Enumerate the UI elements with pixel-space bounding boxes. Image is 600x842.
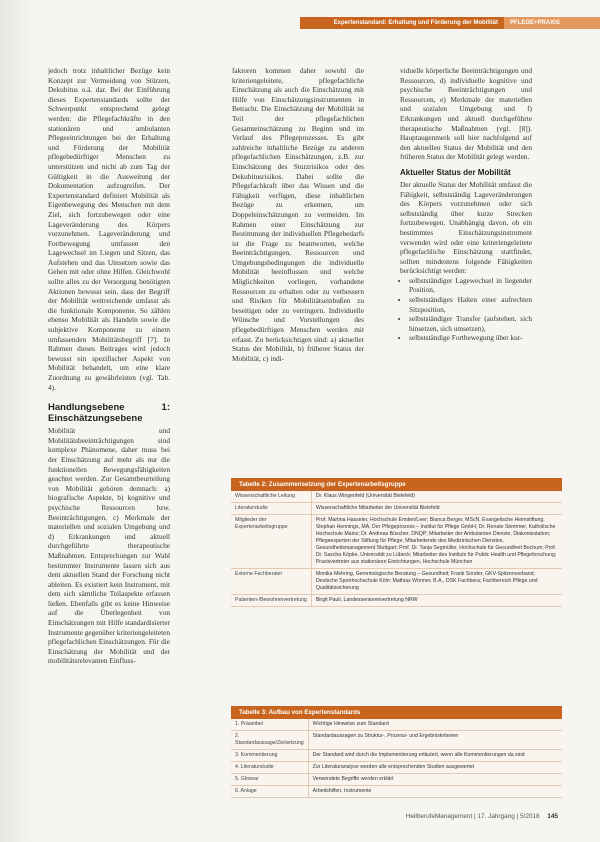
list-item: • selbstständiger Lagewechsel in liegender Position, — [409, 276, 532, 295]
list-item: • selbstständiges Halten einer aufrechten Sitzposition, — [409, 295, 532, 314]
row-value: Birgit Pauli, Landesseniorenvertretung NRW — [311, 595, 562, 607]
header-title: Expertenstandard: Erhaltung und Förderung der Mobilität — [300, 17, 504, 29]
row-value: Dr. Klaus Wingenfeld (Universität Bielefeld) — [311, 491, 562, 503]
row-value: Wichtige Hinweise zum Standard — [308, 719, 562, 731]
section-heading: Aktueller Status der Mobilität — [400, 167, 511, 177]
journal-info: HeilberufeManagement | 17. Jahrgang | 5/2018 — [405, 813, 540, 820]
table-row — [231, 595, 562, 607]
table-expert-group — [231, 478, 562, 607]
paragraph: jedoch trotz inhaltlicher Bezüge kein Konzept zur Vermeidung von Stürzen, Dekubitus o.ä. dar. Bei der Einführung dieses Expertenstandards sollte der Schwerpunkt entsprechend gelegt werden: die Pflegefachkräfte in den stationären und ambulanten Pflegeeinrichtungen bei der Erhaltung und Förderung der Mobilität pflegebedürftiger Menschen zu unterstützen und nicht ab zum Tag der Gültigkeit in die Ausweitung der Dokumentation aufzugreifen. Der Expertenstandard definiert Mobilität als Eigenbewegung des Menschen mit dem Ziel, sich fortzubewegen oder eine Lageveränderung des Körpers vorzunehmen. Lageveränderung und Fortbewegung umfassen den Lagewechsel im Liegen und Sitzen, das Aufstehen und das Umsetzen sowie das Gehen mit oder ohne Hilfen. Gleichwohl sollte alles zu der Versorgung benötigten Aktionen bewusst sein, dass der Begriff der Mobilität weitreichende umfasst als die funktionale Komponente. So zählen ebenso Mobilität als Handeln sowie die subjektive Komponente zu einem umfassenden Mobilitätsbegriff [7]. In Rahmen dieses Beitrages wird jedoch bewusst ein spezifischer Aspekt von Mobilität behandelt, um eine klare Zuordnung zu gewährleisten (vgl. Tab. 4). — [48, 66, 170, 392]
row-label: Mitglieder der Expertenarbeitsgruppe — [231, 515, 311, 569]
row-label: 5. Glossar — [231, 774, 308, 786]
table-row — [231, 719, 562, 731]
bullet-list — [400, 276, 532, 343]
row-value: Verwendete Begriffe werden erklärt — [308, 774, 562, 786]
row-value: Standardaussagen zu Struktur-, Prozess- und Ergebniskriterien — [308, 731, 562, 750]
row-value: Wissenschaftliche Mitarbeiter der Universität Bielefeld — [311, 503, 562, 515]
row-label: Literaturstudie — [231, 503, 311, 515]
page-number: 145 — [547, 813, 558, 820]
paragraph: Der aktuelle Status der Mobilität umfasst die Fähigkeit, selbstständig Lageveränderungen des Körpers vorzunehmen oder sich selbstständig über kurze Strecken fortzubewegen. Unabhängig davon, ob ein bestimmtes Einschätzungsinstrument verwendet wird oder eine kriteriengeleitete pflegefachliche Einschätzung stattfindet, sollten mindestens folgende Fähigkeiten berücksichtigt werden: — [400, 179, 532, 276]
table-row — [231, 774, 562, 786]
table-caption: Tabelle 2: Zusammensetzung der Expertenarbeitsgruppe — [231, 478, 562, 491]
column-2 — [232, 66, 364, 363]
table-row — [231, 731, 562, 750]
table-row — [231, 503, 562, 515]
section-heading: Handlungsebene 1: Einschätzungsebene — [48, 402, 170, 425]
row-label: 1. Präambel — [231, 719, 308, 731]
row-value: Prof. Martina Hasseler, Hochschule Emden/Leer; Bianca Berger, MScN, Evangelische Heimstiftung; Stephan Hennings, MA, Der Pflegeprozess – Institut für Pflege GmbH; Dr. Renate Stemmer, Katholische Hochschule Mainz; Dr. Andreas Büscher, DNQP; Mitarbeiter der Ambulanten Dienste, Diakoniestation; Pflegeexperten der Stiftung für Pflege; Mitarbeitende des Medizinischen Dienstes, Gesundheitsmanagement Stuttgart; Prof. Dr. Tanja Segmüller, Hochschule für Gesundheit Bochum; Prof. Dr. Sascha Köpke, Universität zu Lübeck; Mitarbeiter des Instituts für Public Health und Pflegeforschung; Praxisvertreter aus stationären Einrichtungen, Hochschule München — [311, 515, 562, 569]
table-row — [231, 491, 562, 503]
row-label: Wissenschaftliche Leitung — [231, 491, 311, 503]
table-row — [231, 750, 562, 762]
paragraph: faktoren kommen daher sowohl die kriteriengeleitete, pflegefachliche Einschätzung als auch die Einschätzung mit Hilfe von Einschätzungsinstrumenten in Betracht. Die Einschätzung der Mobilität ist Teil der pflegefachlichen Gesamteinschätzung zu Beginn und im Verlauf des Pflegeprozesses. Es gibt zahlreiche inhaltliche Bezüge zu anderen pflegefachlichen Einschätzungen, z.B. zur Einschätzung des Sturzrisikos oder des Dekubitusrisikos. Dabei sollte die Pflegefachkraft über das Wissen und die Fähigkeit verfügen, diese inhaltlichen Bezüge zu erkennen, um Doppeleinschätzungen zu vermeiden. Im Rahmen einer Einschätzung zur Bestimmung der individuellen Pflegebedarfs ist die Frage zu beantworten, welche Beeinträchtigungen, Ressourcen und Umgebungsbedingungen die individuelle Mobilität beeinflussen und welche Möglichkeiten vorliegen, vorhandene Ressourcen zu erhalten oder zu verbessern und Risiken für Mobilitätseinbußen zu beseitigen oder zu verringern. Individuelle Wünsche und Vorstellungen des pflegebedürftigen Menschen werden mit erfasst. Zu berücksichtigen sind: a) aktueller Status der Mobilität, b) früherer Status der Mobilität, c) indi- — [232, 66, 364, 363]
table-standard-structure — [231, 706, 562, 798]
row-label: 2. Standardaussage/Zielsetzung — [231, 731, 308, 750]
list-item: • selbstständige Fortbewegung über kur- — [409, 333, 532, 343]
table-row — [231, 762, 562, 774]
column-1 — [48, 66, 170, 666]
row-label: 3. Kommentierung — [231, 750, 308, 762]
row-value: Monika Mehring, Gerontologische Beratung – Gesundheit; Frank Sonder, GKV-Spitzenverband; Deutsche Sporthochschule Köln; Mathias Wörmer, B.A., DSK Fachbera; Fachbereich Pflege und Qualitätssicherung — [311, 569, 562, 595]
row-label: Patienten-/Bewohnervertretung — [231, 595, 311, 607]
table-row — [231, 786, 562, 798]
paragraph: viduelle körperliche Beeinträchtigungen und Ressourcen, d) individuelle kognitive und psychische Beeinträchtigungen und Ressourcen, e) Merkmale der materiellen und sozialen Umgebung und f) Erkrankungen und aktuell durchgeführte therapeutische Maßnahmen (vgl. [8]). Hauptaugenmerk soll hier nachfolgend auf den aktuellen Status der Mobilität und den früheren Status der Mobilität gelegt werden. — [400, 66, 532, 162]
table-row — [231, 569, 562, 595]
running-header — [300, 17, 600, 29]
row-value: Arbeitshilfen, Instrumente — [308, 786, 562, 798]
row-label: 6. Anlage — [231, 786, 308, 798]
row-label: 4. Literaturstudie — [231, 762, 308, 774]
column-3 — [400, 66, 532, 343]
header-tag: PFLEGE+PRAXIS — [504, 17, 600, 29]
row-label: Externe Fachberater — [231, 569, 311, 595]
row-value: Zur Literaturanalyse werden alle entsprechenden Studien ausgewertet — [308, 762, 562, 774]
table-row — [231, 515, 562, 569]
page-footer — [406, 813, 558, 820]
table-caption: Tabelle 3: Aufbau von Expertenstandards — [231, 706, 562, 719]
list-item: • selbstständiger Transfer (aufstehen, sich hinsetzen, sich umsetzen), — [409, 314, 532, 333]
paragraph: Mobilität und Mobilitätsbeeinträchtigungen sind komplexe Phänomene, daher muss bei der Einschätzung auf mehr als nur die funktionellen Bewegungsfähigkeiten geachtet werden. Zur Gesamtbeurteilung von Mobilität gehören demnach: a) biografische Aspekte, b) kognitive und psychische Ressourcen bzw. Beeinträchtigungen, c) Merkmale der materiellen und sozialen Umgebung und d) Erkrankungen und aktuell durchgeführte therapeutische Maßnahmen. Entsprechungen zur Wahl bestimmter Instrumente lassen sich aus dem aktuellen Stand der Forschung nicht ableiten. Es existiert kein Instrument, mit dem sich sämtliche Teilaspekte erfassen ließen. Ebenfalls gibt es keine Hinweise auf die Überlegenheit von Einschätzungen mit Hilfe standardisierter Instrumente gegenüber kriteriengeleiteten pflegefachlichen Einschätzungen. Für die Einschätzung der Mobilität und der mobilitätsrelevanten Einfluss- — [48, 426, 170, 666]
row-value: Der Standard wird durch die Implementierung erläutert, wenn alle Kommentierungen da sind — [308, 750, 562, 762]
